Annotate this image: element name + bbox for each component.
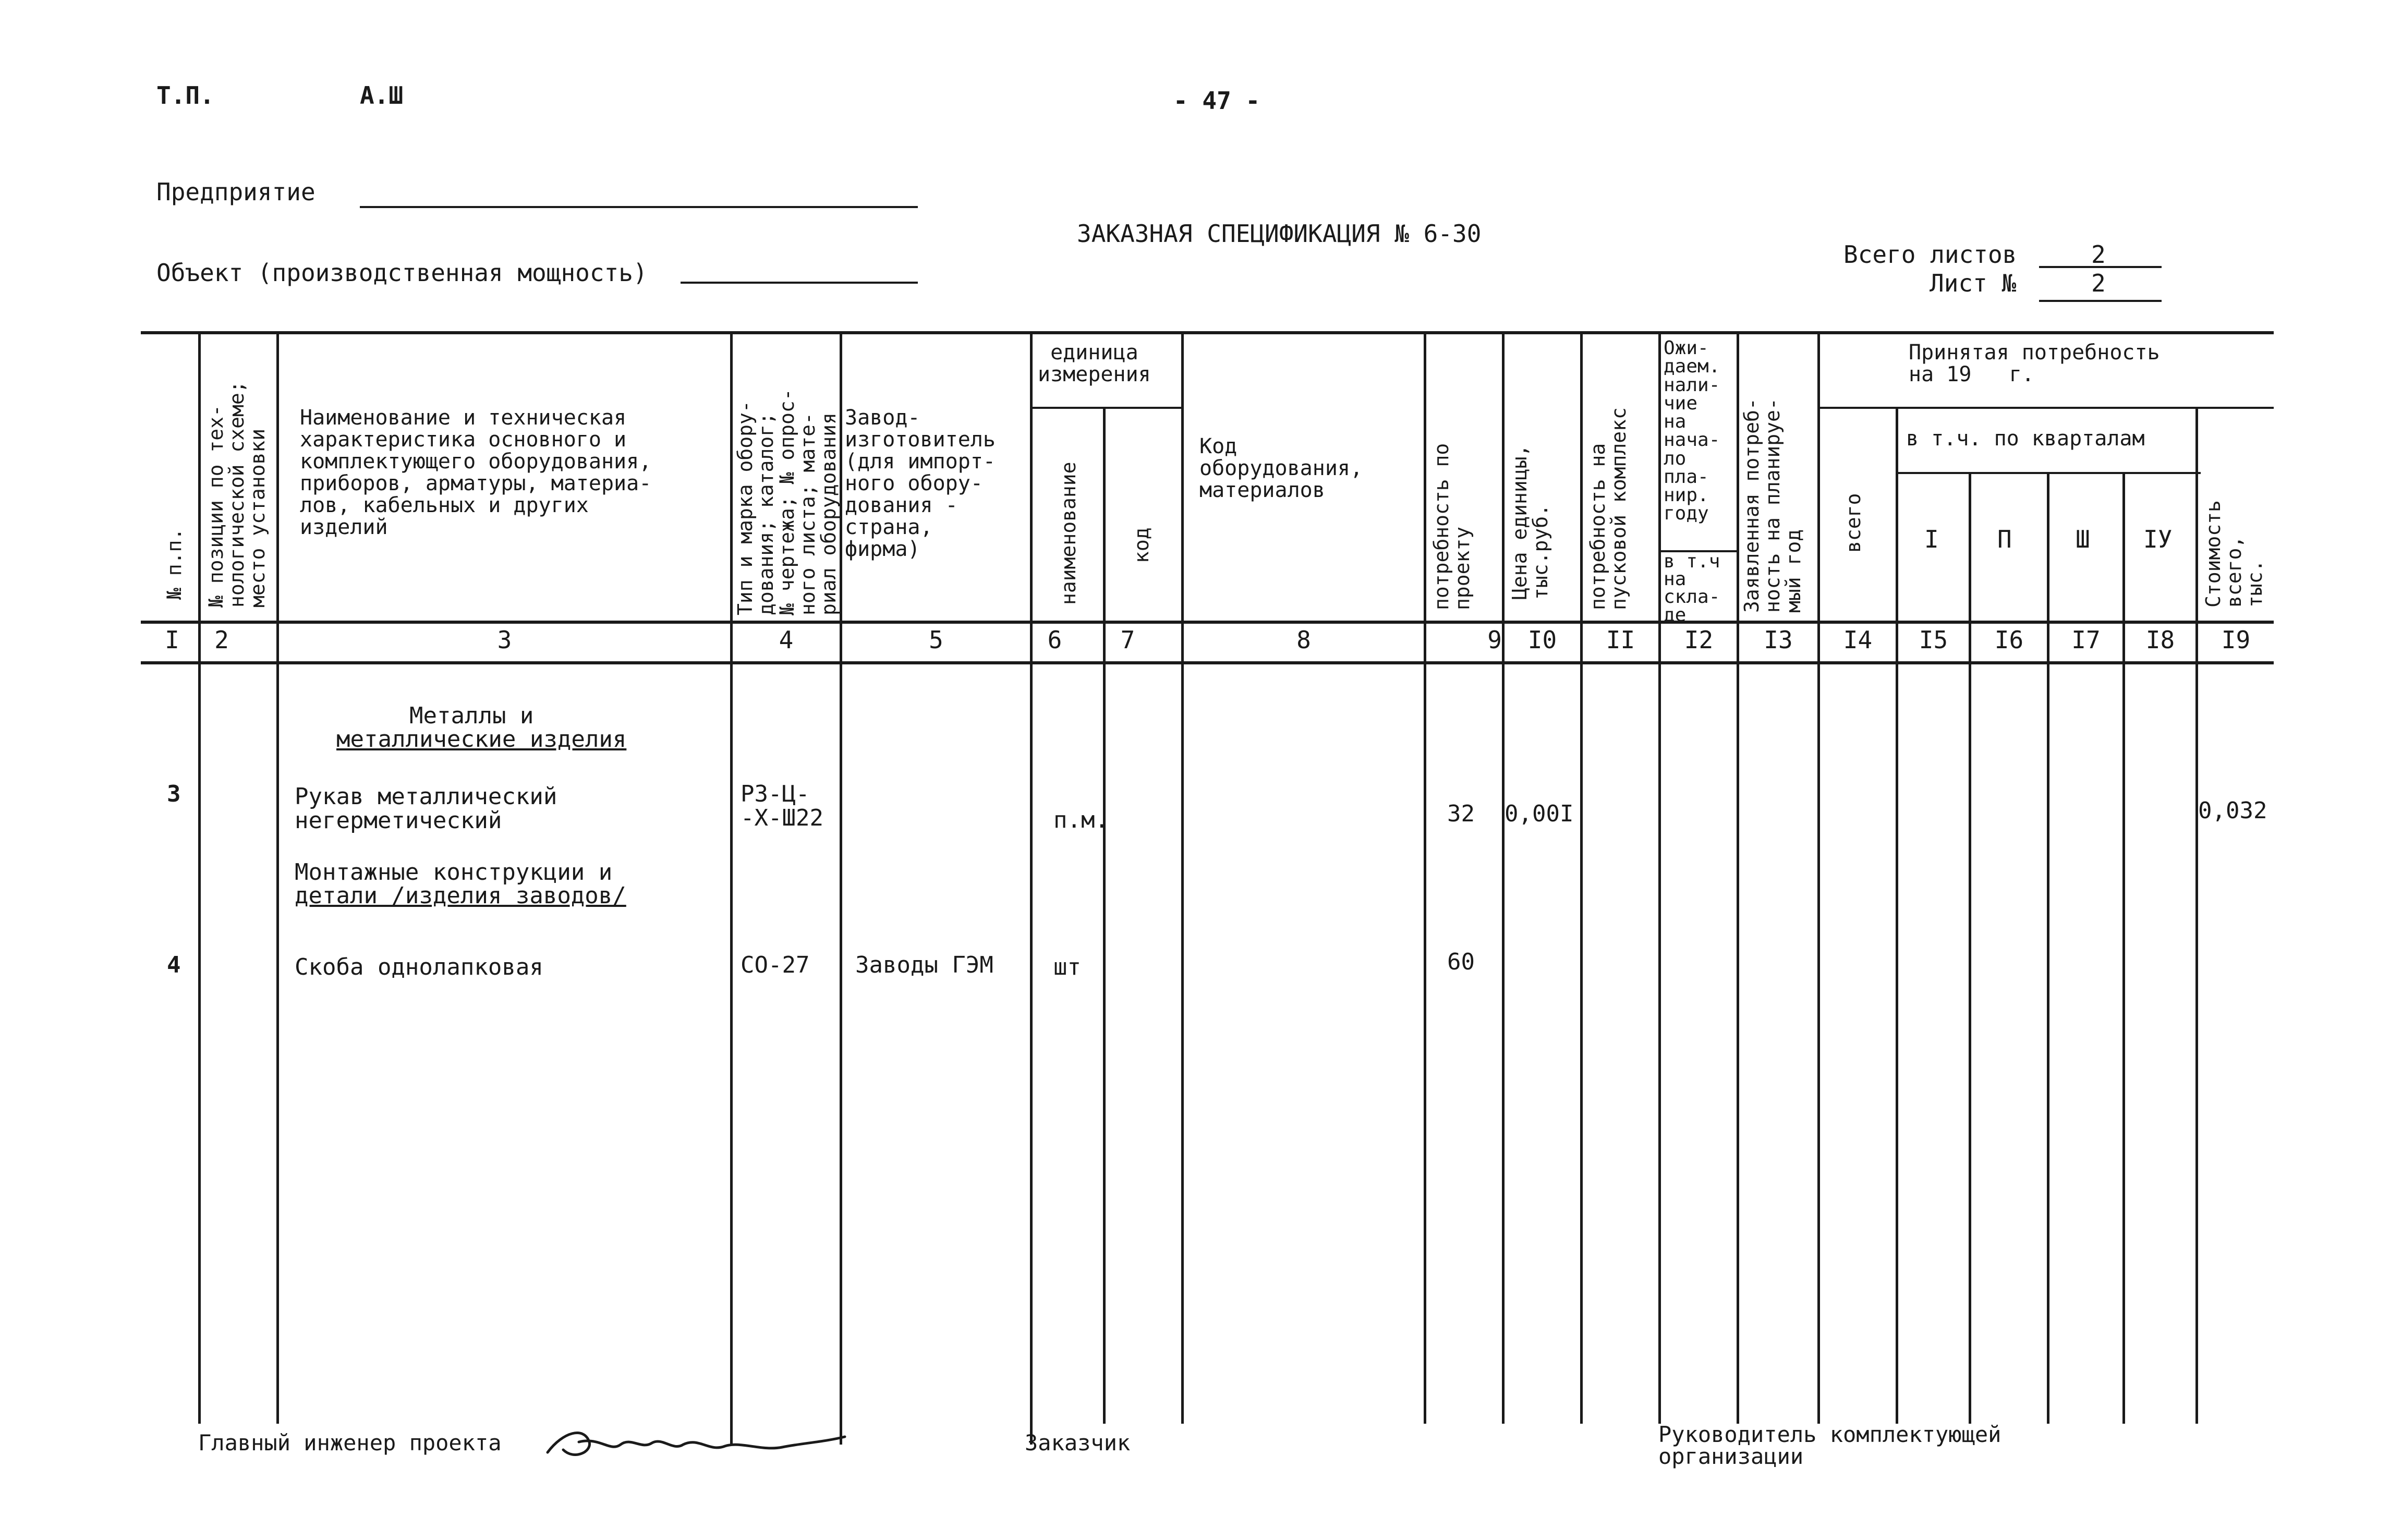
col-header-accepted-group: Принятая потребность на 19 г. [1909,341,2160,386]
numbers-bottom-line [141,661,2274,664]
col-header-13: Заявленная потреб- ность на планируе- мый год [1740,398,1805,613]
album-label: А.Ш [360,81,404,110]
col-number: 7 [1120,626,1135,654]
row-number: 4 [167,952,181,978]
signature-image [542,1421,850,1468]
accepted-group-line [1817,407,2274,409]
col-header-2: № позиции по тех- нологической схеме; место установки [204,381,269,608]
unit-group-line [1030,407,1181,409]
tp-label: Т.П. [156,81,214,110]
table-top-line [141,331,2274,334]
manufacturer: Заводы ГЭМ [855,952,993,978]
item-type: РЗ-Ц- -Х-Ш22 [741,781,823,832]
col-header-unit-group: единица измерения [1038,341,1151,386]
col-line-4 [840,334,842,1445]
col-line-15 [1969,472,1971,1424]
total-sheets-line [2039,266,2162,268]
col-line-13 [1817,334,1820,1424]
total-cost: 0,032 [2198,797,2267,824]
quantity: 32 [1447,801,1475,827]
enterprise-label: Предприятие [156,178,316,206]
col-number: I7 [2071,626,2101,654]
col-line-7 [1181,334,1184,1424]
col-number: 4 [779,626,794,654]
col-header-17: Ш [2076,525,2090,553]
col-header-4: Тип и марка обору- дования; каталог; № чертежа; № опрос- ного листа; мате- риал оборудования [734,389,840,615]
section-heading-mounting: Монтажные конструкции и [295,859,613,886]
col-line-9 [1502,334,1505,1424]
col-number: I3 [1764,626,1793,654]
col-number: 8 [1296,626,1311,654]
chief-engineer-label: Главный инженер проекта [198,1430,502,1456]
col-line-8 [1424,334,1426,1424]
col-number: I9 [2221,626,2251,654]
total-sheets-label: Всего листов [1843,240,2017,269]
col-header-10: Цена единицы, тыс.руб. [1508,444,1552,600]
col-number: I6 [1994,626,2024,654]
col-number: 2 [214,626,229,654]
col-line-3 [730,334,733,1445]
item-type: СО-27 [741,952,810,978]
col-header-6: наименование [1057,462,1080,605]
col-number: 3 [497,626,512,654]
col-number: I5 [1919,626,1948,654]
item-name: Скоба однолапковая [295,954,543,980]
sheet-value: 2 [2091,269,2106,297]
col-header-16: П [1997,525,2012,553]
col-line-12 [1737,334,1739,1424]
col-header-14: всего [1842,493,1865,553]
col-header-7: код [1130,527,1153,563]
sheet-label: Лист № [1930,269,2017,297]
col-header-1: № п.п. [163,528,186,600]
col-header-18: IУ [2143,525,2173,553]
total-sheets-value: 2 [2091,240,2106,269]
item-name: Рукав металлический негерметический [295,783,557,834]
col-line-1 [198,334,201,1424]
col-line-6 [1103,407,1106,1424]
object-label: Объект (производственная мощность) [156,259,648,287]
col-line-18 [2195,407,2198,1424]
object-line [681,282,918,284]
page-number: - 47 - [1173,87,1260,115]
section-heading-metals-2: металлические изделия [336,726,627,753]
col-number: II [1606,626,1635,654]
col-line-10 [1580,334,1583,1424]
col-line-5 [1030,334,1033,1445]
spec-title: ЗАКАЗНАЯ СПЕЦИФИКАЦИЯ № 6-30 [1077,220,1482,248]
col-header-12-bottom: в т.ч на скла- де [1664,551,1720,626]
col-number: I8 [2145,626,2175,654]
col-number: I2 [1684,626,1714,654]
unit-name: шт [1053,954,1081,980]
col-header-9: потребность по проекту [1430,443,1474,610]
col-line-2 [276,334,279,1424]
col-line-14 [1896,407,1898,1424]
col-line-11 [1658,334,1661,1424]
col-number: I4 [1843,626,1873,654]
col-header-12-top: Ожи- даем. нали- чие на нача- ло пла- нир. году [1664,337,1720,525]
section-heading-metals: Металлы и [409,702,534,729]
header-bottom-line [141,621,2274,624]
col-header-19: Стоимость всего, тыс. [2202,500,2266,608]
col-line-16 [2047,472,2049,1424]
col-number: I0 [1527,626,1557,654]
enterprise-line [360,206,918,208]
col-header-quarters: в т.ч. по кварталам [1906,427,2145,451]
sheet-line [2039,300,2162,302]
quantity: 60 [1447,949,1475,975]
col-header-15: I [1924,525,1939,553]
head-of-org-label: Руководитель комплектующей организации [1658,1422,2001,1469]
customer-label: Заказчик [1025,1430,1131,1456]
col-line-17 [2122,472,2125,1424]
col-header-5: Завод- изготовитель (для импорт- ного обору- дования - страна, фирма) [845,406,996,561]
col-header-3: Наименование и техническая характеристика основного и комплектующего оборудования, приборов, арматуры, материа- лов, кабельных и других изделий [300,406,652,539]
row-number: 3 [167,781,181,807]
col-number: 9 [1487,626,1502,654]
col-number: 5 [929,626,943,654]
col-header-11: потребность на пусковой комплекс [1586,407,1630,610]
col-number: 6 [1047,626,1062,654]
section-heading-mounting-2: детали /изделия заводов/ [295,882,626,909]
col-header-8: Код оборудования, материалов [1199,434,1363,502]
col-number: I [165,626,179,654]
unit-name: п.м. [1053,807,1109,833]
unit-price: 0,00I [1505,801,1574,827]
